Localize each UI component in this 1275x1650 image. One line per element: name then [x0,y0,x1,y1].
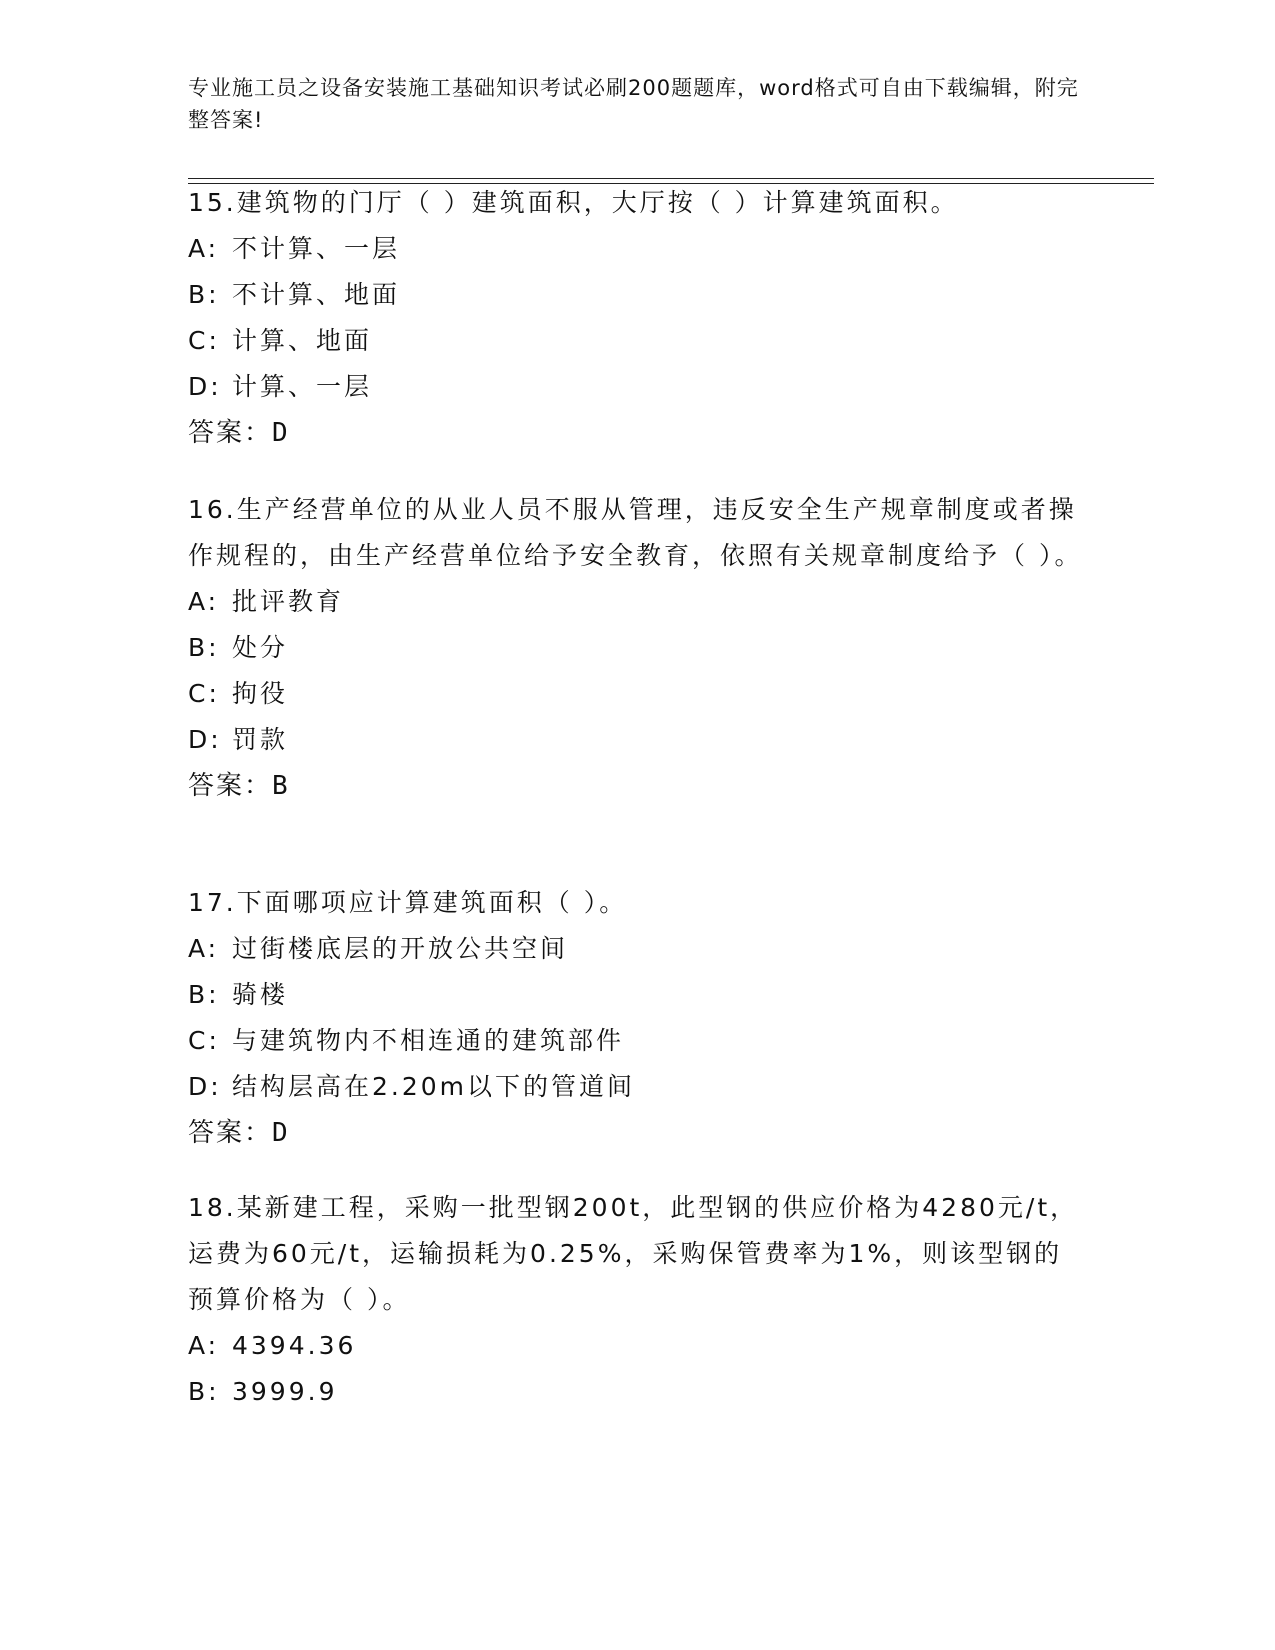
option-letter: C: [188,679,220,708]
option-text: 4394.36 [232,1331,357,1360]
option-letter: A: [188,1331,220,1360]
option-text: 罚款 [232,725,289,754]
option-letter: C: [188,1026,220,1055]
option-text: 计算、一层 [232,372,373,401]
option-text: 批评教育 [232,587,345,616]
option-d [188,364,1088,410]
option-text: 3999.9 [232,1377,338,1406]
option-b [188,972,1088,1018]
option-letter: D: [188,372,222,401]
header-divider-top [188,178,1154,179]
answer-label: 答案： [188,418,273,448]
answer-value: B [272,771,290,801]
question-stem: 18.某新建工程，采购一批型钢200t，此型钢的供应价格为4280元/t，运费为60元/t，运输损耗为0.25%，采购保管费率为1%，则该型钢的预算价格为（ ）。 [188,1193,1079,1314]
option-c [188,671,1088,717]
option-letter: A: [188,234,220,263]
question-stem: 16.生产经营单位的从业人员不服从管理，违反安全生产规章制度或者操作规程的，由生产经营单位给予安全教育，依照有关规章制度给予（ ）。 [188,495,1083,570]
option-c [188,318,1088,364]
option-letter: A: [188,587,220,616]
question-18 [188,1185,1088,1415]
option-b [188,272,1088,318]
option-text: 过街楼底层的开放公共空间 [232,934,569,963]
option-b [188,625,1088,671]
option-text: 计算、地面 [232,326,373,355]
option-letter: D: [188,1072,222,1101]
option-letter: A: [188,934,220,963]
option-a [188,226,1088,272]
document-header-title: 专业施工员之设备安装施工基础知识考试必刷200题题库，word格式可自由下载编辑，附完整答案! [188,76,1079,132]
option-c [188,1018,1088,1064]
option-list [188,926,1088,1110]
option-letter: C: [188,326,220,355]
option-a [188,579,1088,625]
answer-value: D [272,418,290,448]
option-letter: B: [188,633,220,662]
answer-label: 答案： [188,771,273,801]
answer-value: D [272,1118,290,1148]
option-text: 结构层高在2.20m以下的管道间 [232,1072,636,1101]
option-a [188,1323,1088,1369]
answer-line [188,410,1088,456]
answer-line [188,1110,1088,1156]
option-b [188,1369,1088,1415]
option-d [188,717,1088,763]
option-letter: B: [188,280,220,309]
question-stem: 15.建筑物的门厅（ ）建筑面积，大厅按（ ）计算建筑面积。 [188,188,959,217]
option-letter: B: [188,980,220,1009]
answer-label: 答案： [188,1118,273,1148]
question-16 [188,487,1088,809]
option-list [188,226,1088,410]
option-text: 与建筑物内不相连通的建筑部件 [232,1026,625,1055]
option-letter: D: [188,725,222,754]
question-15 [188,180,1088,456]
option-d [188,1064,1088,1110]
option-list [188,579,1088,763]
option-text: 不计算、地面 [232,280,401,309]
question-stem: 17.下面哪项应计算建筑面积（ ）。 [188,888,628,917]
option-letter: B: [188,1377,220,1406]
option-text: 处分 [232,633,289,662]
answer-line [188,763,1088,809]
question-17 [188,880,1088,1156]
option-text: 拘役 [232,679,289,708]
option-text: 不计算、一层 [232,234,401,263]
option-a [188,926,1088,972]
option-text: 骑楼 [232,980,289,1009]
option-list [188,1323,1088,1415]
